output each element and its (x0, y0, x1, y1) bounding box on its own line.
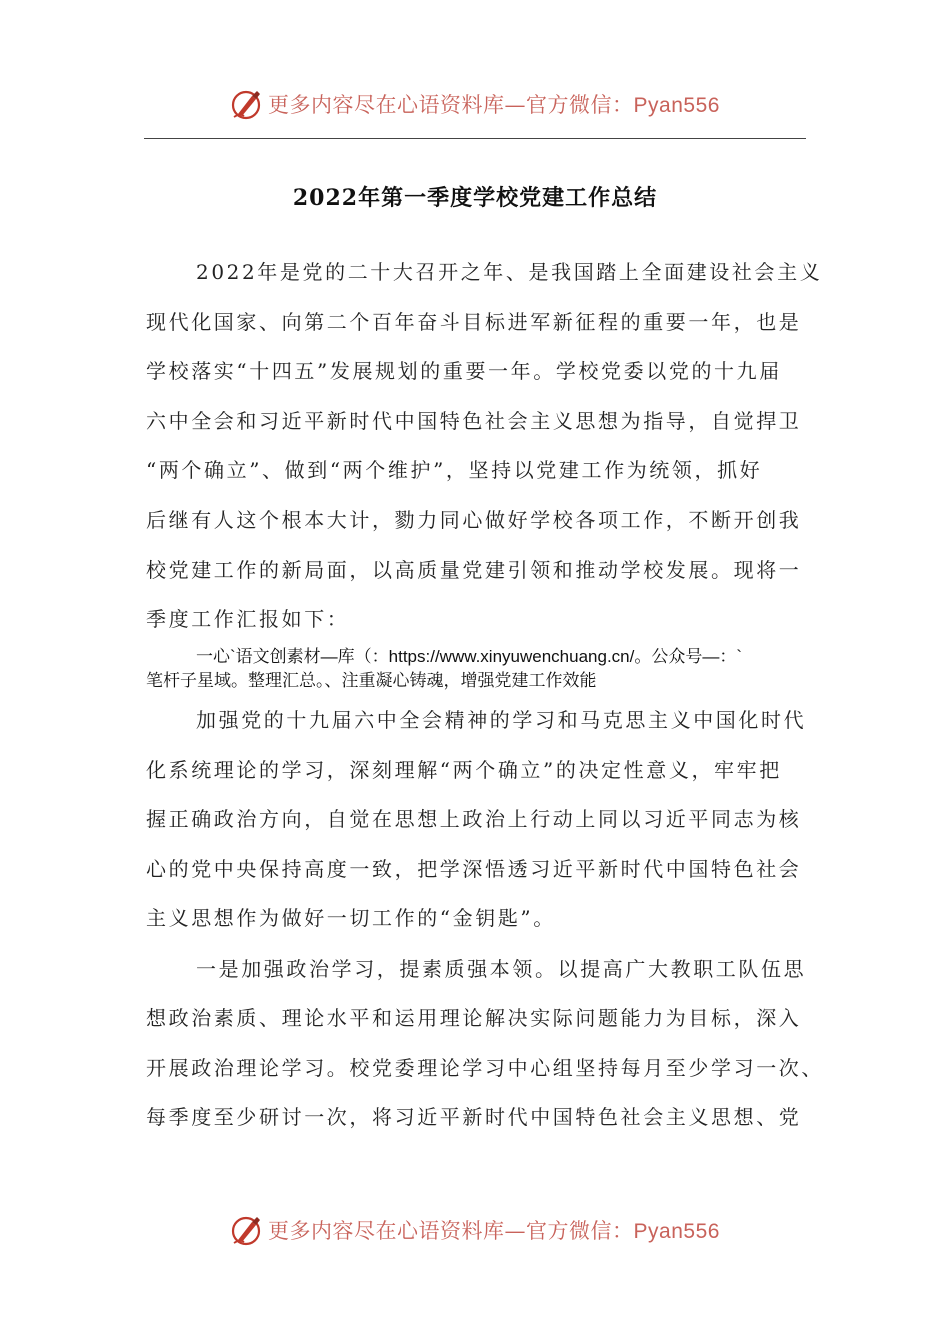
paragraph-line: 学校落实“十四五”发展规划的重要一年。学校党委以党的十九届 (146, 359, 782, 383)
footer-banner (0, 1210, 950, 1250)
banner-text: 更多内容尽在心语资料库—官方微信：Pyan556 (268, 93, 720, 117)
paragraph-line: 想政治素质、理论水平和运用理论解决实际问题能力为目标，深入 (146, 1006, 802, 1030)
paragraph-line: 季度工作汇报如下： (146, 607, 350, 631)
document-title: 2022年第一季度学校党建工作总结 (292, 185, 658, 211)
banner-wechat-id: Pyan556 (633, 94, 720, 117)
pen-logo-icon (230, 87, 264, 121)
banner-wechat-id: Pyan556 (633, 1220, 720, 1243)
watermark-note-line: 笔杆子星域。整理汇总。、注重凝心铸魂，增强党建工作效能 (146, 671, 597, 690)
paragraph-line: 现代化国家、向第二个百年奋斗目标进军新征程的重要一年，也是 (146, 310, 802, 334)
paragraph-line: 六中全会和习近平新时代中国特色社会主义思想为指导，自觉捍卫 (146, 409, 802, 433)
paragraph-line: 开展政治理论学习。校党委理论学习中心组坚持每月至少学习一次、 (146, 1056, 824, 1080)
paragraph-line: 后继有人这个根本大计，勠力同心做好学校各项工作，不断开创我 (146, 508, 802, 532)
paragraph-line: 加强党的十九届六中全会精神的学习和马克思主义中国化时代 (196, 708, 807, 732)
paragraph-line: 一是加强政治学习，提素质强本领。以提高广大教职工队伍思 (196, 957, 807, 981)
paragraph-line: 校党建工作的新局面，以高质量党建引领和推动学校发展。现将一 (146, 558, 802, 582)
banner-text: 更多内容尽在心语资料库—官方微信：Pyan556 (268, 1219, 720, 1243)
pen-logo-icon (230, 1213, 264, 1247)
paragraph-line: “两个确立”、做到“两个维护”，坚持以党建工作为统领，抓好 (146, 458, 763, 482)
paragraph-line: 2022年是党的二十大召开之年、是我国踏上全面建设社会主义 (196, 260, 823, 284)
header-banner (0, 84, 950, 124)
watermark-note-line: 一心`语文创素材—库（：https://www.xinyuwenchuang.cn/。公众号—：` (196, 647, 743, 666)
paragraph-line: 化系统理论的学习，深刻理解“两个确立”的决定性意义，牢牢把 (146, 758, 782, 782)
paragraph-line: 每季度至少研讨一次，将习近平新时代中国特色社会主义思想、党 (146, 1105, 802, 1129)
paragraph-line: 主义思想作为做好一切工作的“金钥匙”。 (146, 906, 556, 930)
paragraph-line: 心的党中央保持高度一致，把学深悟透习近平新时代中国特色社会 (146, 857, 802, 881)
paragraph-line: 握正确政治方向，自觉在思想上政治上行动上同以习近平同志为核 (146, 807, 802, 831)
header-divider (144, 138, 806, 139)
